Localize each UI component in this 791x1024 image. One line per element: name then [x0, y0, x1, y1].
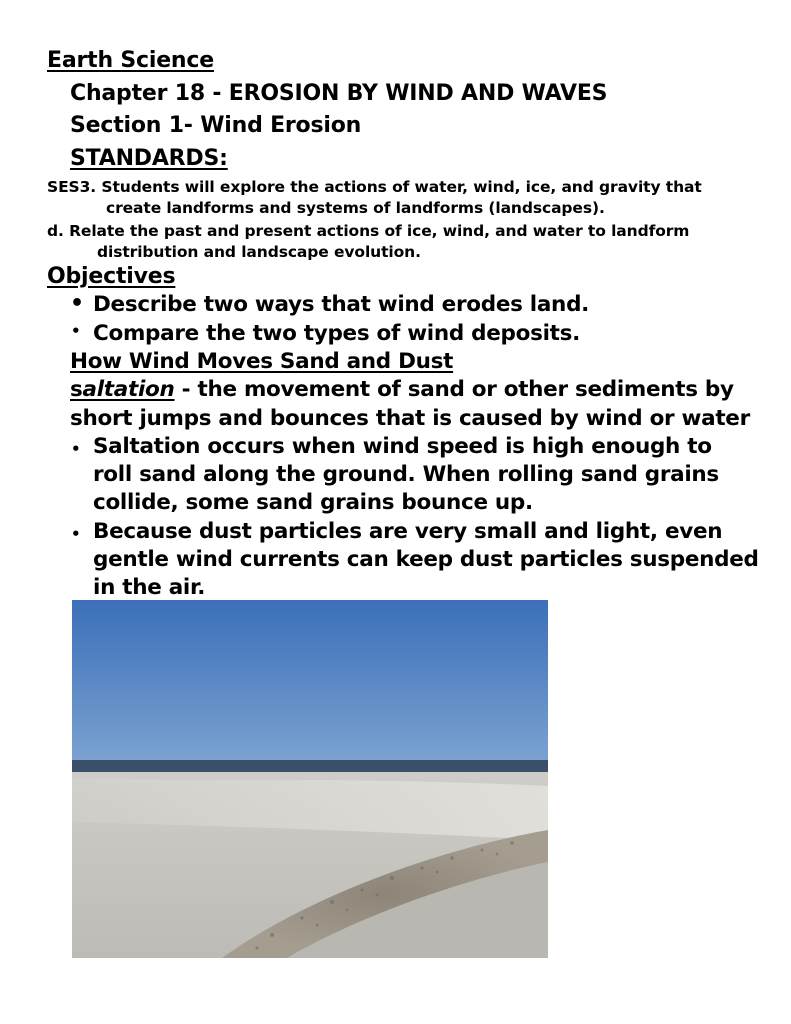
sea-horizon	[72, 760, 548, 774]
sky	[72, 600, 548, 770]
saltation-definition: - the movement of sand or other sediments by	[174, 377, 734, 402]
bullet2-line2: gentle wind currents can keep dust particles suspended	[93, 547, 759, 572]
chapter-title: Chapter 18 - EROSION BY WIND AND WAVES	[70, 81, 608, 106]
bullet-icon: •	[71, 525, 81, 543]
saltation-term-prefix: s	[70, 377, 83, 402]
objectives-heading: Objectives	[47, 264, 176, 289]
section-title: Section 1- Wind Erosion	[70, 113, 362, 138]
bullet1-line1: Saltation occurs when wind speed is high enough to	[93, 434, 712, 459]
bullet2-line1: Because dust particles are very small and light, even	[93, 519, 723, 544]
bullet-icon: •	[71, 322, 81, 340]
saltation-definition-line2: short jumps and bounces that is caused by wind or water	[70, 406, 750, 431]
subject-title: Earth Science	[47, 48, 214, 73]
bullet2-line3: in the air.	[93, 575, 206, 600]
saltation-definition-line1	[70, 377, 734, 402]
objective-item-2: Compare the two types of wind deposits.	[93, 321, 580, 346]
section-heading: How Wind Moves Sand and Dust	[70, 349, 454, 374]
bullet1-line3: collide, some sand grains bounce up.	[93, 490, 533, 515]
saltation-term: altation	[82, 377, 175, 402]
standards-heading: STANDARDS:	[70, 146, 228, 171]
beach-photo-graphic	[72, 600, 548, 958]
bullet1-line2: roll sand along the ground. When rolling sand grains	[93, 462, 719, 487]
bullet-icon: •	[71, 440, 81, 458]
standard-d-line2: distribution and landscape evolution.	[97, 243, 421, 261]
bullet-icon: •	[70, 291, 85, 316]
standard-d-line1: d. Relate the past and present actions of ice, wind, and water to landform	[47, 222, 690, 240]
beach-wind-photo	[72, 600, 548, 958]
standard-ses3-line1: SES3. Students will explore the actions of water, wind, ice, and gravity that	[47, 178, 702, 196]
objective-item-1: Describe two ways that wind erodes land.	[93, 292, 590, 317]
standard-ses3-line2: create landforms and systems of landforms (landscapes).	[106, 199, 605, 217]
